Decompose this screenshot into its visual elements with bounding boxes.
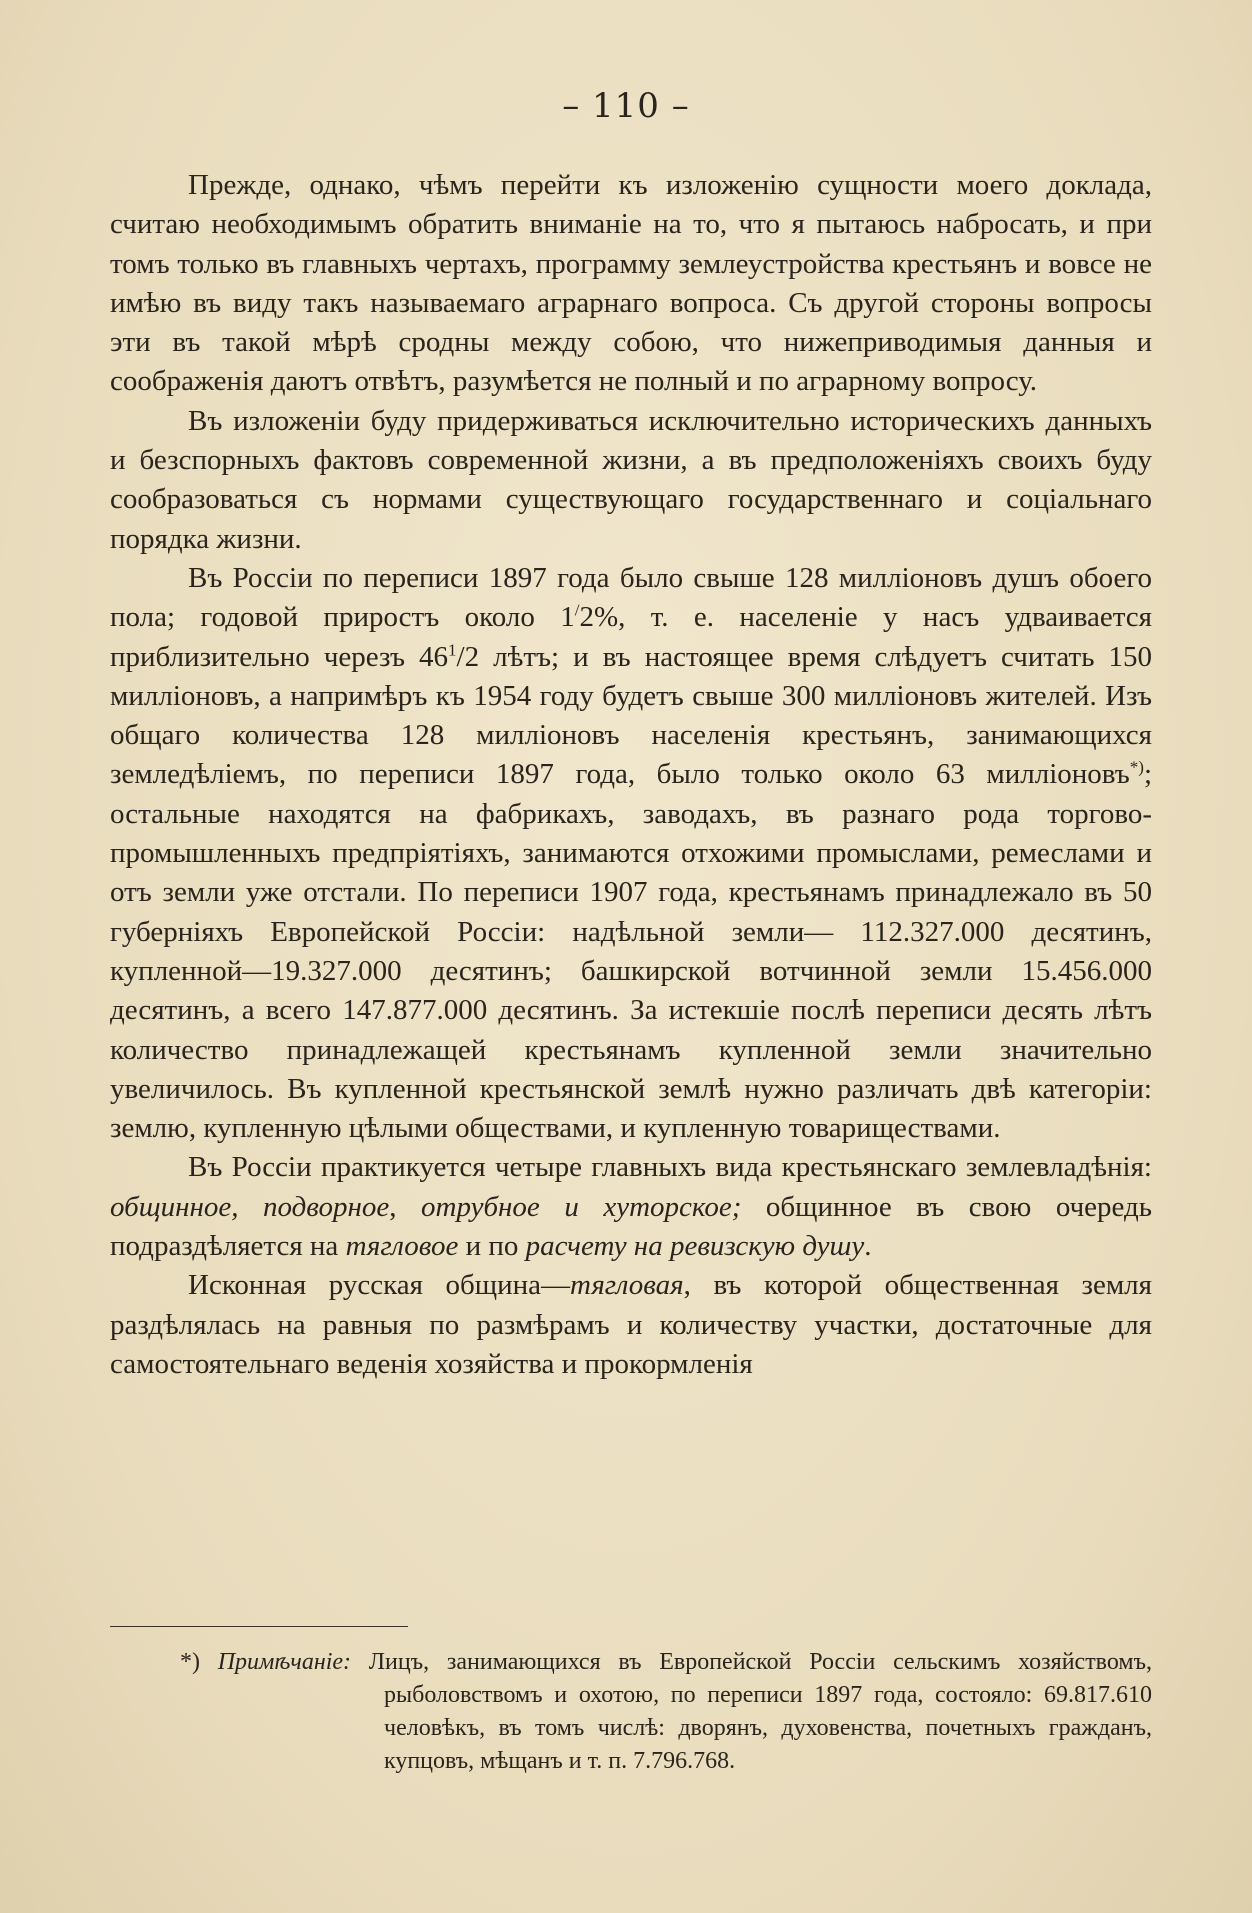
paragraph-4-part-g: и по xyxy=(458,1230,526,1263)
fraction-sup: / xyxy=(574,600,580,620)
emphasis-communal: общинное, подворное xyxy=(110,1190,390,1223)
paragraph-4-part-c: , xyxy=(389,1190,422,1223)
footnote-text: Лицъ, занимающихся въ Европейской Россіи сельскимъ хозяйствомъ, рыболовствомъ и охотою, по переписи 1897 года, состояло: 69.817.610 человѣкъ, въ томъ числѣ: дворянъ, духовенства, почетныхъ гражданъ, купцовъ, мѣщанъ и т. п. 7.796.768. xyxy=(351,1649,1152,1774)
footnote xyxy=(180,1646,1152,1778)
paragraph-5 xyxy=(110,1266,1152,1384)
paragraph-3-part-h: ; остальные находятся на фабрикахъ, заводахъ, въ разнаго рода торгово-промышленныхъ предпріятіяхъ, занимаются отхожими промыслами, ремеслами и отъ земли уже отстали. По переписи 1907 года, крестьянамъ принадлежало въ 50 губерніяхъ Европейской Россіи: надѣльной земли— 112.327.000 десятинъ, купленной—19.327.000 десятинъ; башкирской вотчинной земли 15.456.000 десятинъ, а всего 147.877.000 десятинъ. За истекшіе послѣ переписи десять лѣтъ количество принадлежащей крестьянамъ купленной земли значительно увеличилось. Въ купленной крестьянской землѣ нужно различать двѣ категоріи: землю, купленную цѣлыми обществами, и купленную товариществами. xyxy=(110,758,1152,1145)
body-text xyxy=(110,166,1152,1384)
footnote-divider xyxy=(110,1626,408,1627)
paragraph-4 xyxy=(110,1148,1152,1266)
footnote-label: Примѣчаніе: xyxy=(217,1649,352,1675)
footnote-marker[interactable]: *) xyxy=(1129,757,1144,777)
paragraph-3-part-a: Въ Россіи по переписи 1897 года было свыше 128 милліоновъ душъ обоего пола; годовой приростъ около 1 xyxy=(110,561,1152,634)
paragraph-5-part-c: , въ которой общественная земля раздѣлялась на равныя по размѣрамъ и количеству участки, достаточные для самостоятельнаго веденія хозяйства и прокормленія xyxy=(110,1269,1152,1380)
emphasis-revision-soul: расчету на ревизскую душу xyxy=(525,1230,865,1263)
paragraph-3 xyxy=(110,559,1152,1148)
paragraph-1: Прежде, однако, чѣмъ перейти къ изложенію сущности моего доклада, считаю необходимымъ обратить вниманіе на то, что я пытаюсь набросать, и при томъ только въ главныхъ чертахъ, программу землеустройства крестьянъ и вовсе не имѣю въ виду такъ называемаго аграрнаго вопроса. Съ другой стороны вопросы эти въ такой мѣрѣ сродны между собою, что нижеприводимыя данныя и соображенія даютъ отвѣтъ, разумѣется не полный и по аграрному вопросу. xyxy=(110,169,1152,398)
emphasis-tyaglovaya: тягловая xyxy=(570,1269,684,1302)
emphasis-farmstead: отрубное и хуторское; xyxy=(421,1190,742,1223)
footnote-marker-label: *) xyxy=(180,1649,218,1675)
fraction-sup-2: 1 xyxy=(448,639,457,659)
paragraph-4-part-i: . xyxy=(864,1230,872,1263)
paragraph-5-part-a: Исконная русская община— xyxy=(188,1269,571,1302)
paragraph-4-part-a: Въ Россіи практикуется четыре главныхъ вида крестьянскаго землевладѣнія: xyxy=(188,1151,1152,1184)
page-number: – 110 – xyxy=(562,86,690,126)
paragraph-4-part-e: общинное въ свою очередь подраздѣляется на xyxy=(110,1190,1152,1263)
paragraph-3-part-f: /2 лѣтъ; и въ настоящее время слѣдуетъ считать 150 милліоновъ, а напримѣръ къ 1954 году будетъ свыше 300 милліоновъ жителей. Изъ общаго количества 128 милліоновъ населенія крестьянъ, занимающихся земледѣліемъ, по переписи 1897 года, было только около 63 милліоновъ xyxy=(110,640,1152,791)
paragraph-2: Въ изложеніи буду придерживаться исключительно историческихъ данныхъ и безспорныхъ фактовъ современной жизни, а въ предположеніяхъ своихъ буду сообразоваться съ нормами существующаго государственнаго и соціальнаго порядка жизни. xyxy=(110,404,1152,555)
emphasis-tyaglovoe: тягловое xyxy=(345,1230,459,1263)
fraction-den: 2 xyxy=(579,601,594,634)
paragraph-3-part-d: %, т. е. населеніе у насъ удваивается приблизительно черезъ 46 xyxy=(110,601,1152,673)
